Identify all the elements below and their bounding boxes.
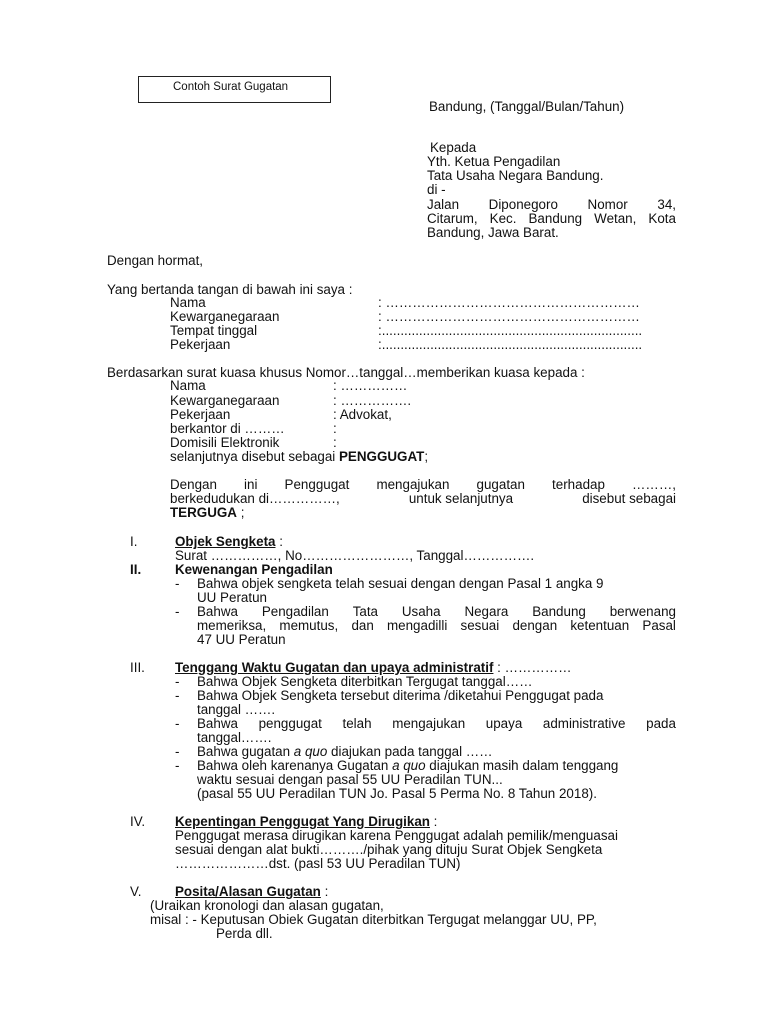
section-5-line-3: Perda dll.: [216, 926, 273, 941]
section-4-line-1: Penggugat merasa dirugikan karena Penggugat adalah pemilik/menguasai: [175, 828, 618, 843]
section-3-heading: Tenggang Waktu Gugatan dan upaya administratif : ……………: [175, 660, 572, 675]
section-5-title: Posita/Alasan Gugatan: [175, 884, 321, 899]
example-label: Contoh Surat Gugatan: [173, 81, 289, 93]
section-3-bullet-5-line-1: Bahwa oleh karenanya Gugatan a quo diajukan masih dalam tenggang: [197, 758, 619, 773]
section-5-line-1: (Uraikan kronologi dan alasan gugatan,: [150, 898, 384, 913]
section-1-title: Objek Sengketa: [175, 534, 276, 549]
example-label-box: [138, 76, 331, 103]
section-3-bullet-1: Bahwa Objek Sengketa diterbitkan Tergugat tanggal……: [197, 674, 533, 689]
section-4-heading: Kepentingan Penggugat Yang Dirugikan :: [175, 814, 438, 829]
gugatan-line-2: berkedudukan di……………, untuk selanjutnya disebut sebagai: [170, 491, 676, 506]
kuasa-value-berkantor: :: [333, 421, 337, 436]
section-3-bullet-3-line-2: tanggal…….: [197, 730, 272, 745]
gugatan-line-1: Dengan ini Penggugat mengajukan gugatan terhadap ………,: [170, 477, 676, 492]
section-2-number: II.: [130, 562, 142, 577]
bullet-dash: -: [175, 758, 180, 773]
section-2-bullet-1-line-1: Bahwa objek sengketa telah sesuai dengan dengan Pasal 1 angka 9: [197, 576, 604, 591]
tergugat-designation: TERGUGA ;: [170, 505, 245, 520]
bullet-dash: -: [175, 688, 180, 703]
recipient-yth: Yth. Ketua Pengadilan: [427, 154, 561, 169]
signer-value-nama: : …………………………………………………: [378, 295, 640, 310]
recipient-address-line-3: Bandung, Jawa Barat.: [427, 225, 559, 240]
penggugat-label: PENGGUGAT: [339, 449, 425, 464]
section-2-bullet-2-line-3: 47 UU Peratun: [197, 632, 286, 647]
recipient-address-line-2: Citarum, Kec. Bandung Wetan, Kota: [427, 211, 676, 226]
section-4-line-3: …………………dst. (pasl 53 UU Peradilan TUN): [175, 856, 461, 871]
penggugat-designation: selanjutnya disebut sebagai PENGGUGAT;: [170, 449, 429, 464]
recipient-di: di -: [427, 182, 446, 197]
bullet-dash: -: [175, 674, 180, 689]
section-5-heading: Posita/Alasan Gugatan :: [175, 884, 329, 899]
signer-label-nama: Nama: [170, 295, 206, 310]
recipient-court: Tata Usaha Negara Bandung.: [427, 168, 604, 183]
kuasa-label-pekerjaan: Pekerjaan: [170, 407, 231, 422]
section-3-bullet-5-line-2: waktu sesuai dengan pasal 55 UU Peradilan TUN...: [197, 772, 503, 787]
signer-label-pekerjaan: Pekerjaan: [170, 337, 231, 352]
signer-intro: Yang bertanda tangan di bawah ini saya :: [107, 282, 353, 297]
bullet-dash: -: [175, 604, 180, 619]
section-1-heading: Objek Sengketa :: [175, 534, 283, 549]
section-1-line: Surat ……………, No……………………, Tanggal…………….: [175, 548, 535, 563]
kuasa-value-pekerjaan: : Advokat,: [333, 407, 392, 422]
section-4-number: IV.: [130, 814, 146, 829]
kuasa-label-kewarganegaraan: Kewarganegaraan: [170, 393, 280, 408]
section-4-title: Kepentingan Penggugat Yang Dirugikan: [175, 814, 430, 829]
signer-value-pekerjaan: :......................................................................: [378, 337, 643, 352]
section-2-bullet-1-line-2: UU Peratun: [197, 590, 267, 605]
signer-label-kewarganegaraan: Kewarganegaraan: [170, 309, 280, 324]
section-3-bullet-5-line-3: (pasal 55 UU Peradilan TUN Jo. Pasal 5 Perma No. 8 Tahun 2018).: [197, 786, 597, 801]
signer-label-tempat-tinggal: Tempat tinggal: [170, 323, 258, 338]
section-3-bullet-2-line-2: tanggal …….: [197, 702, 276, 717]
signer-value-kewarganegaraan: : …………………………………………………: [378, 309, 640, 324]
section-3-bullet-2-line-1: Bahwa Objek Sengketa tersebut diterima /diketahui Penggugat pada: [197, 688, 604, 703]
bullet-dash: -: [175, 744, 180, 759]
signer-value-tempat-tinggal: :......................................................................: [378, 323, 643, 338]
section-3-bullet-3-line-1: Bahwa penggugat telah mengajukan upaya administrative pada: [197, 716, 676, 731]
greeting: Dengan hormat,: [107, 253, 204, 268]
kuasa-value-nama: : ……………: [333, 378, 408, 393]
section-3-bullet-4: Bahwa gugatan a quo diajukan pada tanggal ……: [197, 744, 493, 759]
kuasa-label-nama: Nama: [170, 378, 206, 393]
kuasa-label-domisili: Domisili Elektronik: [170, 435, 280, 450]
section-3-number: III.: [130, 660, 145, 675]
bullet-dash: -: [175, 576, 180, 591]
section-3-title: Tenggang Waktu Gugatan dan upaya administratif: [175, 660, 494, 675]
kuasa-label-berkantor: berkantor di ………: [170, 421, 285, 436]
kuasa-value-kewarganegaraan: : …………….: [333, 393, 412, 408]
section-5-line-2: misal : - Keputusan Obiek Gugatan diterbitkan Tergugat melanggar UU, PP,: [150, 912, 597, 927]
section-4-line-2: sesuai dengan alat bukti………./pihak yang dituju Surat Objek Sengketa: [175, 842, 603, 857]
kuasa-intro: Berdasarkan surat kuasa khusus Nomor…tanggal…memberikan kuasa kepada :: [107, 365, 585, 380]
section-2-bullet-2-line-1: Bahwa Pengadilan Tata Usaha Negara Bandung berwenang: [197, 604, 676, 619]
bullet-dash: -: [175, 716, 180, 731]
place-date: Bandung, (Tanggal/Bulan/Tahun): [429, 99, 625, 114]
kuasa-value-domisili: :: [333, 435, 337, 450]
recipient-kepada: Kepada: [430, 140, 477, 155]
section-2-title: Kewenangan Pengadilan: [175, 562, 333, 577]
section-2-bullet-2-line-2: memeriksa, memutus, dan mengadilli sesuai dengan ketentuan Pasal: [197, 618, 676, 633]
section-1-number: I.: [130, 534, 138, 549]
section-5-number: V.: [130, 884, 142, 899]
tergugat-label: TERGUGA: [170, 505, 237, 520]
recipient-address-line-1: Jalan Diponegoro Nomor 34,: [427, 197, 676, 212]
